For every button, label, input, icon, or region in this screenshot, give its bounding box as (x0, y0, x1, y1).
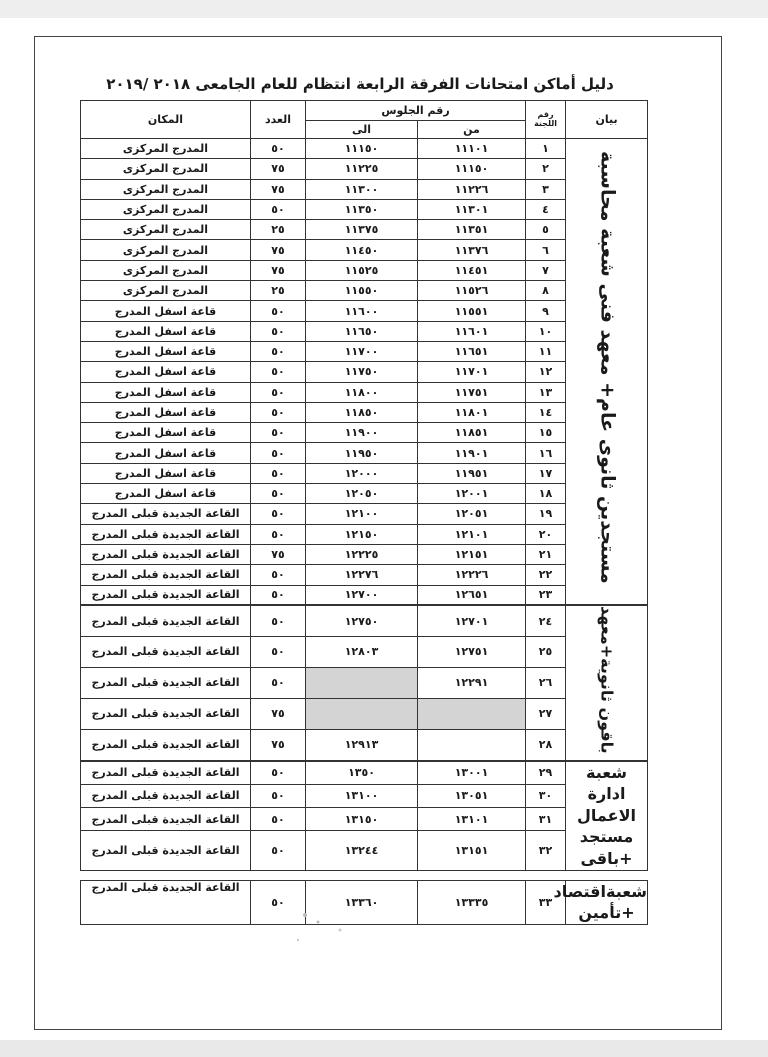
seat-count: ٥٠ (251, 139, 306, 159)
exam-place: المدرج المركزى (81, 240, 251, 260)
seat-count: ٥٠ (251, 463, 306, 483)
header-seat-number: رقم الجلوس (306, 101, 526, 121)
seat-from: ١٢٢٩١ (418, 667, 526, 698)
committee-number: ٣٣ (526, 880, 566, 924)
committee-number: ١١ (526, 341, 566, 361)
committee-number: ٢٤ (526, 605, 566, 636)
seat-to: ١٢٧٠٠ (306, 585, 418, 605)
committee-number: ٢٣ (526, 585, 566, 605)
seat-to: ١٢٩١٣ (306, 730, 418, 761)
exam-place: قاعة اسفل المدرج (81, 321, 251, 341)
seat-to: ١٣١٠٠ (306, 784, 418, 807)
seat-to: ١١٨٠٠ (306, 382, 418, 402)
table-row (81, 362, 648, 382)
header-statement: بيان (566, 101, 648, 139)
seat-count: ٥٠ (251, 362, 306, 382)
seat-from: ١١٧٥١ (418, 382, 526, 402)
seat-to: ١١٦٥٠ (306, 321, 418, 341)
seat-count: ٥٠ (251, 585, 306, 605)
seat-to: ١٢٠٠٠ (306, 463, 418, 483)
group-label-text: مستجدين ثانوى عام+ معهد فنى شعبة محاسبة (596, 151, 619, 585)
seat-from: ١١١٠١ (418, 139, 526, 159)
seat-to: ١٣٢٤٤ (306, 831, 418, 870)
exam-place: المدرج المركزى (81, 260, 251, 280)
seat-count: ٧٥ (251, 260, 306, 280)
exam-place: القاعة الجديدة قبلى المدرج (81, 636, 251, 667)
seat-count: ٥٠ (251, 382, 306, 402)
seat-count: ٧٥ (251, 544, 306, 564)
seat-from: ١١٩٠١ (418, 443, 526, 463)
seat-from (418, 698, 526, 729)
group-label-text: باقون ثانوية+معهد (597, 606, 617, 754)
seat-from: ١٢١٠١ (418, 524, 526, 544)
table-row (81, 784, 648, 807)
exam-place: المدرج المركزى (81, 220, 251, 240)
seat-from: ١٣٣٣٥ (418, 880, 526, 924)
group-label-text: شعبة ادارة الاعمال مستجد +باقى (577, 762, 636, 868)
table-row (81, 667, 648, 698)
seat-from: ١١٦٠١ (418, 321, 526, 341)
exam-place: القاعة الجديدة قبلى المدرج (81, 667, 251, 698)
seat-count: ٥٠ (251, 301, 306, 321)
table-row (81, 179, 648, 199)
exam-place: قاعة اسفل المدرج (81, 362, 251, 382)
seat-count: ٧٥ (251, 240, 306, 260)
seat-from: ١١٣٥١ (418, 220, 526, 240)
table-row (81, 402, 648, 422)
seat-to: ١١٣٧٥ (306, 220, 418, 240)
table-row (81, 341, 648, 361)
table-row (81, 443, 648, 463)
exam-place: قاعة اسفل المدرج (81, 484, 251, 504)
seat-from: ١٢١٥١ (418, 544, 526, 564)
seat-to: ١٢١٠٠ (306, 504, 418, 524)
seat-count: ٧٥ (251, 159, 306, 179)
seat-count: ٢٥ (251, 220, 306, 240)
seat-count: ٥٠ (251, 636, 306, 667)
exam-place: قاعة اسفل المدرج (81, 463, 251, 483)
seat-count: ٧٥ (251, 730, 306, 761)
seat-from: ١٢٠٥١ (418, 504, 526, 524)
seat-to: ١٢١٥٠ (306, 524, 418, 544)
committee-number: ٢١ (526, 544, 566, 564)
seat-from: ١١٧٠١ (418, 362, 526, 382)
table-row (81, 484, 648, 504)
seat-count: ٧٥ (251, 179, 306, 199)
table-row (81, 301, 648, 321)
seat-from: ١١٣٠١ (418, 199, 526, 219)
seat-to: ١١٣٠٠ (306, 179, 418, 199)
committee-number: ٢٩ (526, 761, 566, 784)
seat-to: ١١٧٥٠ (306, 362, 418, 382)
header-committee: رقم اللجنة (526, 101, 566, 139)
seat-count: ٥٠ (251, 402, 306, 422)
group-label-text: شعبةاقتصاد +تأمين (553, 881, 648, 923)
seat-count: ٥٠ (251, 807, 306, 830)
seat-count: ٥٠ (251, 761, 306, 784)
exam-place: القاعة الجديدة قبلى المدرج (81, 730, 251, 761)
committee-number: ١٦ (526, 443, 566, 463)
exam-locations-table (80, 100, 648, 925)
exam-place: القاعة الجديدة قبلى المدرج (81, 544, 251, 564)
seat-count: ٢٥ (251, 281, 306, 301)
seat-count: ٥٠ (251, 199, 306, 219)
committee-number: ٤ (526, 199, 566, 219)
table-row (81, 281, 648, 301)
seat-count: ٥٠ (251, 423, 306, 443)
seat-from: ١١٣٧٦ (418, 240, 526, 260)
table-row (81, 831, 648, 870)
table-row (81, 524, 648, 544)
committee-number: ١ (526, 139, 566, 159)
seat-to: ١٣٥٠ (306, 761, 418, 784)
seat-from: ١٢٢٢٦ (418, 565, 526, 585)
exam-place: القاعة الجديدة قبلى المدرج (81, 784, 251, 807)
committee-number: ٥ (526, 220, 566, 240)
committee-number: ٧ (526, 260, 566, 280)
committee-number: ٢ (526, 159, 566, 179)
header-to: الى (306, 121, 418, 139)
table-row (81, 880, 648, 924)
table-row (81, 504, 648, 524)
committee-number: ١٧ (526, 463, 566, 483)
seat-from: ١١٥٢٦ (418, 281, 526, 301)
exam-place: المدرج المركزى (81, 179, 251, 199)
table-row (81, 605, 648, 636)
seat-count: ٥٠ (251, 484, 306, 504)
committee-number: ١٣ (526, 382, 566, 402)
seat-to: ١١٥٥٠ (306, 281, 418, 301)
seat-count: ٥٠ (251, 565, 306, 585)
exam-place: القاعة الجديدة قبلى المدرج (81, 831, 251, 870)
seat-to: ١١٢٢٥ (306, 159, 418, 179)
exam-place: القاعة الجديدة قبلى المدرج (81, 504, 251, 524)
exam-place: المدرج المركزى (81, 199, 251, 219)
seat-from: ١٣١٠١ (418, 807, 526, 830)
seat-count: ٧٥ (251, 698, 306, 729)
exam-place: القاعة الجديدة قبلى المدرج (81, 880, 251, 924)
seat-to: ١٢٢٢٥ (306, 544, 418, 564)
exam-place: المدرج المركزى (81, 139, 251, 159)
exam-place: قاعة اسفل المدرج (81, 402, 251, 422)
seat-count: ٥٠ (251, 341, 306, 361)
table-row (81, 730, 648, 761)
seat-count: ٥٠ (251, 831, 306, 870)
committee-number: ٣٠ (526, 784, 566, 807)
seat-count: ٥٠ (251, 667, 306, 698)
committee-number: ٢٦ (526, 667, 566, 698)
committee-number: ٣ (526, 179, 566, 199)
header-count: العدد (251, 101, 306, 139)
committee-number: ١٠ (526, 321, 566, 341)
table-row (81, 761, 648, 784)
table-row (81, 199, 648, 219)
seat-count: ٥٠ (251, 880, 306, 924)
seat-from: ١١٩٥١ (418, 463, 526, 483)
seat-count: ٥٠ (251, 443, 306, 463)
exam-place: القاعة الجديدة قبلى المدرج (81, 698, 251, 729)
seat-count: ٥٠ (251, 504, 306, 524)
exam-place: قاعة اسفل المدرج (81, 341, 251, 361)
table-row (81, 636, 648, 667)
seat-from: ١١٢٢٦ (418, 179, 526, 199)
committee-number: ٨ (526, 281, 566, 301)
exam-place: المدرج المركزى (81, 159, 251, 179)
exam-place: قاعة اسفل المدرج (81, 423, 251, 443)
committee-number: ١٨ (526, 484, 566, 504)
seat-from: ١٢٠٠١ (418, 484, 526, 504)
seat-from: ١١١٥٠ (418, 159, 526, 179)
table-row (81, 240, 648, 260)
exam-place: القاعة الجديدة قبلى المدرج (81, 524, 251, 544)
seat-from (418, 730, 526, 761)
table-row (81, 565, 648, 585)
seat-from: ١٣٠٠١ (418, 761, 526, 784)
table-row (81, 220, 648, 240)
committee-number: ١٩ (526, 504, 566, 524)
exam-place: القاعة الجديدة قبلى المدرج (81, 761, 251, 784)
table-row (81, 159, 648, 179)
seat-to: ١١٩٥٠ (306, 443, 418, 463)
seat-from: ١٣٠٥١ (418, 784, 526, 807)
table-row (81, 382, 648, 402)
exam-place: قاعة اسفل المدرج (81, 443, 251, 463)
seat-from: ١١٦٥١ (418, 341, 526, 361)
seat-from: ١٢٧٠١ (418, 605, 526, 636)
seat-from: ١٣١٥١ (418, 831, 526, 870)
seat-to: ١١٥٢٥ (306, 260, 418, 280)
seat-to: ١٣١٥٠ (306, 807, 418, 830)
table-row (81, 807, 648, 830)
table-row (81, 260, 648, 280)
exam-place: المدرج المركزى (81, 281, 251, 301)
group-label (553, 880, 648, 924)
header-from: من (418, 121, 526, 139)
table-row (81, 423, 648, 443)
exam-place: القاعة الجديدة قبلى المدرج (81, 807, 251, 830)
seat-from: ١١٨٥١ (418, 423, 526, 443)
seat-to: ١٢٨٠٣ (306, 636, 418, 667)
seat-to: ١٢٢٧٦ (306, 565, 418, 585)
spacer-row (81, 870, 648, 880)
seat-to: ١١٩٠٠ (306, 423, 418, 443)
table-row (81, 585, 648, 605)
seat-count: ٥٠ (251, 784, 306, 807)
seat-from: ١٢٦٥١ (418, 585, 526, 605)
table-row (81, 463, 648, 483)
committee-number: ٢٧ (526, 698, 566, 729)
committee-number: ٢٢ (526, 565, 566, 585)
committee-number: ٣٢ (526, 831, 566, 870)
seat-to (306, 698, 418, 729)
committee-number: ٩ (526, 301, 566, 321)
seat-to: ١١١٥٠ (306, 139, 418, 159)
seat-to: ١١٣٥٠ (306, 199, 418, 219)
group-label (566, 761, 648, 870)
seat-to: ١٢٧٥٠ (306, 605, 418, 636)
seat-to: ١١٦٠٠ (306, 301, 418, 321)
seat-from: ١١٥٥١ (418, 301, 526, 321)
seat-to: ١١٧٠٠ (306, 341, 418, 361)
seat-to: ١١٨٥٠ (306, 402, 418, 422)
seat-count: ٥٠ (251, 321, 306, 341)
seat-from: ١٢٧٥١ (418, 636, 526, 667)
exam-place: قاعة اسفل المدرج (81, 301, 251, 321)
committee-number: ٣١ (526, 807, 566, 830)
committee-number: ١٤ (526, 402, 566, 422)
seat-count: ٥٠ (251, 524, 306, 544)
exam-place: القاعة الجديدة قبلى المدرج (81, 565, 251, 585)
seat-count: ٥٠ (251, 605, 306, 636)
table-row (81, 139, 648, 159)
committee-number: ١٥ (526, 423, 566, 443)
page-title: دليل أماكن امتحانات الفرقة الرابعة انتظام للعام الجامعى ٢٠١٨ /٢٠١٩ (106, 75, 614, 93)
committee-number: ٢٨ (526, 730, 566, 761)
seat-to: ١٢٠٥٠ (306, 484, 418, 504)
exam-place: القاعة الجديدة قبلى المدرج (81, 605, 251, 636)
header-place: المكان (81, 101, 251, 139)
group-label (566, 139, 648, 606)
committee-number: ٢٠ (526, 524, 566, 544)
committee-number: ١٢ (526, 362, 566, 382)
exam-place: القاعة الجديدة قبلى المدرج (81, 585, 251, 605)
table-row (81, 321, 648, 341)
seat-to: ١١٤٥٠ (306, 240, 418, 260)
table-row (81, 544, 648, 564)
committee-number: ٦ (526, 240, 566, 260)
table-row (81, 698, 648, 729)
committee-number: ٢٥ (526, 636, 566, 667)
group-label (566, 605, 648, 760)
seat-from: ١١٤٥١ (418, 260, 526, 280)
exam-place: قاعة اسفل المدرج (81, 382, 251, 402)
seat-to (306, 667, 418, 698)
seat-to: ١٣٣٦٠ (306, 880, 418, 924)
seat-from: ١١٨٠١ (418, 402, 526, 422)
